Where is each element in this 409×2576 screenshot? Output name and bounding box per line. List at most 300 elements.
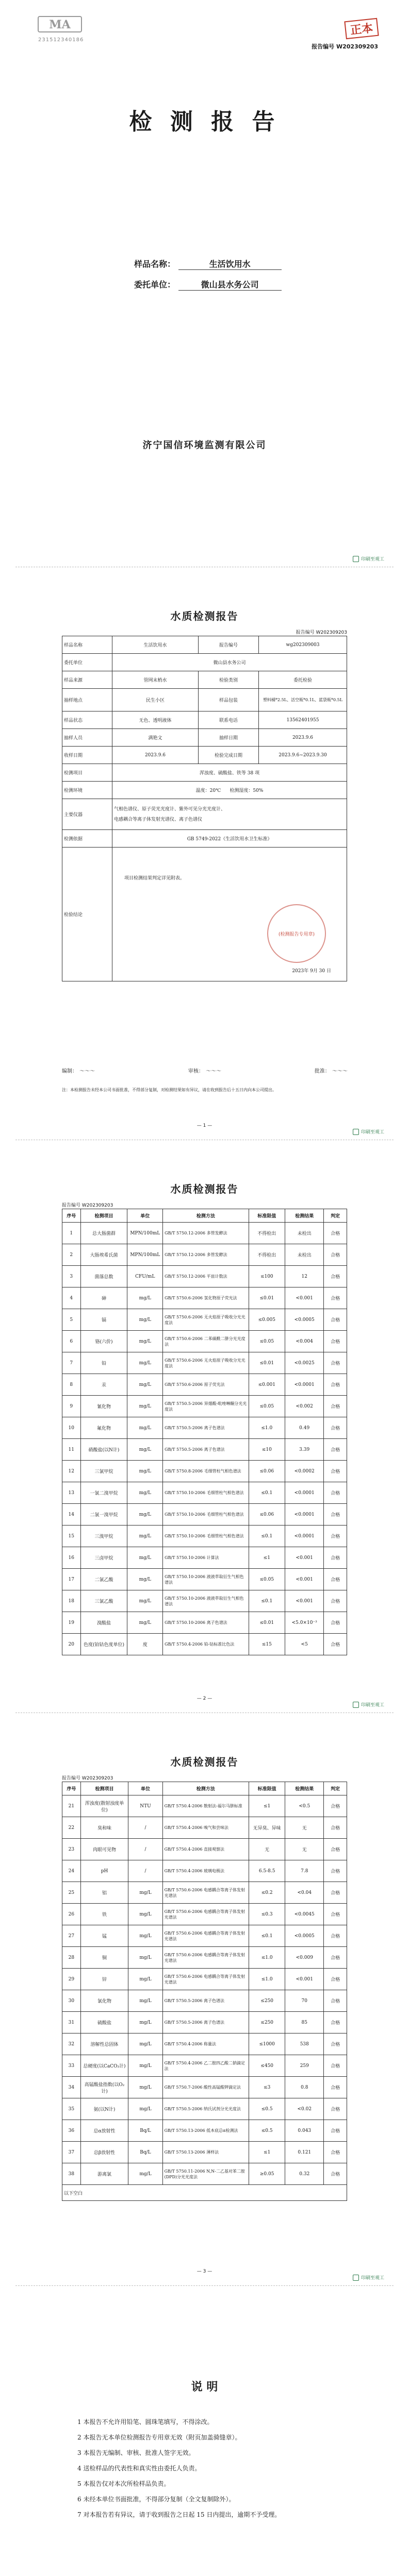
table-cell: 合格 bbox=[324, 1374, 347, 1396]
table-cell: ≤3 bbox=[249, 2077, 285, 2098]
table-cell: 铝 bbox=[80, 1882, 128, 1904]
table-cell: GB/T 5750.10-2006 离子色谱法 bbox=[163, 1612, 249, 1634]
table-cell: 游离氯 bbox=[80, 2163, 128, 2185]
table-cell: 无 bbox=[285, 1817, 324, 1839]
table-cell: 25 bbox=[62, 1882, 81, 1904]
table-cell: MPN/100mL bbox=[127, 1244, 163, 1266]
table-cell: <0.02 bbox=[285, 2098, 324, 2120]
table-row bbox=[62, 1990, 347, 2012]
table-cell: ≤0.01 bbox=[249, 1352, 285, 1374]
table-cell: 合格 bbox=[324, 1287, 347, 1309]
table-cell: 合格 bbox=[324, 1590, 347, 1612]
table-cell: GB/T 5750.6-2006 无火焰原子吸收分光光度法 bbox=[163, 1352, 249, 1374]
table-cell: 二氯乙酸 bbox=[80, 1569, 127, 1590]
table-cell: mg/L bbox=[128, 1947, 162, 1969]
note-item: 5 本报告仅对本次所检样品负责。 bbox=[77, 2480, 170, 2487]
table-cell: 7 bbox=[62, 1352, 81, 1374]
table-cell: GB/T 5750.10-2006 毛细管柱气相色谱法 bbox=[163, 1526, 249, 1547]
table-cell: 合格 bbox=[324, 1482, 347, 1504]
table-cell: / bbox=[128, 1839, 162, 1860]
table-cell: ≤0.2 bbox=[249, 1882, 285, 1904]
table-cell: <0.0045 bbox=[285, 1904, 324, 1925]
table-cell: ≤0.1 bbox=[249, 1482, 285, 1504]
table-cell: 合格 bbox=[324, 1634, 347, 1655]
table-cell: 铁 bbox=[80, 1904, 128, 1925]
table-cell: 259 bbox=[285, 2055, 324, 2077]
table-cell: 合格 bbox=[324, 1526, 347, 1547]
results-page-1 bbox=[0, 1145, 409, 1711]
table-row bbox=[62, 1882, 347, 1904]
table-cell: GB/T 5750.6-2006 电感耦合等离子体发射光谱法 bbox=[162, 1882, 249, 1904]
table-cell: ≤0.01 bbox=[249, 1287, 285, 1309]
table-cell: mg/L bbox=[127, 1331, 163, 1352]
table-cell: ≤0.1 bbox=[249, 1526, 285, 1547]
table-cell: ≤0.001 bbox=[249, 1374, 285, 1396]
table-cell: 3.39 bbox=[285, 1439, 324, 1461]
signature-row: 编制： ～～～ 审核： ～～～ 批准： ～～～ bbox=[62, 1069, 347, 1074]
table-cell: 10 bbox=[62, 1417, 81, 1439]
table-cell: GB/T 5750.4-2006 玻璃电极法 bbox=[162, 1860, 249, 1882]
table-cell: 三溴甲烷 bbox=[80, 1526, 127, 1547]
table-cell: 未检出 bbox=[285, 1244, 324, 1266]
table-cell: 溶解性总固体 bbox=[80, 2033, 128, 2055]
table-cell: 0.043 bbox=[285, 2120, 324, 2142]
table-cell: <0.0001 bbox=[285, 1482, 324, 1504]
table-cell: mg/L bbox=[127, 1569, 163, 1590]
table-row bbox=[62, 1795, 347, 1817]
summary-report-no: 报告编号 W202309203 bbox=[296, 630, 347, 635]
table-cell: 0.121 bbox=[285, 2142, 324, 2163]
table-cell: 不得检出 bbox=[249, 1223, 285, 1244]
table-cell: ≤250 bbox=[249, 1990, 285, 2012]
table-cell: 70 bbox=[285, 1990, 324, 2012]
table-row bbox=[62, 1569, 347, 1590]
page-num: — 1 — bbox=[197, 1123, 212, 1128]
official-copy-stamp: 正本 bbox=[344, 18, 379, 39]
brand-mark: 印刷至观工 bbox=[353, 2274, 384, 2281]
results-table-1 bbox=[62, 1209, 347, 1655]
table-cell: 度 bbox=[127, 1634, 163, 1655]
table-cell: GB/T 5750.6-2006 氢化物原子荧光法 bbox=[163, 1287, 249, 1309]
table-cell: 0.32 bbox=[285, 2163, 324, 2185]
table-cell: GB/T 5750.5-2006 纳氏试剂分光光度法 bbox=[162, 2098, 249, 2120]
table-cell: mg/L bbox=[127, 1482, 163, 1504]
table-cell: GB/T 5750.5-2006 离子色谱法 bbox=[163, 1439, 249, 1461]
table-cell: mg/L bbox=[127, 1287, 163, 1309]
notes-title: 说 明 bbox=[191, 2380, 218, 2394]
table-cell: mg/L bbox=[127, 1547, 163, 1569]
table-cell: ≤0.1 bbox=[249, 1925, 285, 1947]
column-header: 序号 bbox=[62, 1209, 81, 1223]
table-cell: 浑浊度(散射浊度单位) bbox=[80, 1795, 128, 1817]
summary-title: 水质检测报告 bbox=[170, 610, 239, 622]
column-header: 单位 bbox=[127, 1209, 163, 1223]
table-cell: 19 bbox=[62, 1612, 81, 1634]
table-cell: 合格 bbox=[324, 2077, 347, 2098]
table-cell: 合格 bbox=[324, 1331, 347, 1352]
table-cell: 3 bbox=[62, 1266, 81, 1287]
table-cell: 合格 bbox=[324, 1839, 347, 1860]
brand-icon bbox=[353, 1129, 359, 1135]
table-cell: 硫酸盐 bbox=[80, 2012, 128, 2033]
table-cell: 合格 bbox=[324, 1309, 347, 1331]
table-cell: 13 bbox=[62, 1482, 81, 1504]
results-table-2 bbox=[62, 1782, 347, 2201]
table-cell: 氰化物 bbox=[80, 1396, 127, 1417]
table-cell: mg/L bbox=[127, 1374, 163, 1396]
table-cell: 合格 bbox=[324, 1504, 347, 1526]
table-cell: GB/T 5750.12-2006 平皿计数法 bbox=[163, 1266, 249, 1287]
table-cell: GB/T 5750.13-2006 薄样法 bbox=[162, 2142, 249, 2163]
table-cell: <0.004 bbox=[285, 1331, 324, 1352]
table-cell: ≤1000 bbox=[249, 2033, 285, 2055]
table-cell: 29 bbox=[62, 1969, 81, 1990]
table-cell: mg/L bbox=[127, 1526, 163, 1547]
table-cell: ≥0.05 bbox=[249, 2163, 285, 2185]
notes-list bbox=[77, 2414, 346, 2522]
table-cell: GB/T 5750.10-2006 毛细管柱气相色谱法 bbox=[163, 1504, 249, 1526]
table-row bbox=[62, 1244, 347, 1266]
table-cell: ≤0.05 bbox=[249, 1569, 285, 1590]
table-cell: 6.5-8.5 bbox=[249, 1860, 285, 1882]
table-cell: GB/T 5750.6-2006 电感耦合等离子体发射光谱法 bbox=[162, 1904, 249, 1925]
table-cell: GB/T 5750.6-2006 无火焰原子吸收分光光度法 bbox=[163, 1309, 249, 1331]
note-item: 4 送检样品的代表性和真实性由委托人负责。 bbox=[77, 2465, 201, 2472]
table-cell: 23 bbox=[62, 1839, 81, 1860]
table-row bbox=[62, 2033, 347, 2055]
table-cell: ≤10 bbox=[249, 1439, 285, 1461]
table-cell: <0.001 bbox=[285, 1287, 324, 1309]
table-cell: GB/T 5750.13-2006 低本底总α检测法 bbox=[162, 2120, 249, 2142]
cover-page bbox=[0, 0, 409, 567]
cover-issuer: 济宁国信环境监测有限公司 bbox=[142, 440, 267, 451]
table-cell: <0.0025 bbox=[285, 1352, 324, 1374]
sample-name-value: 生活饮用水 bbox=[178, 258, 282, 270]
table-cell: 11 bbox=[62, 1439, 81, 1461]
table-cell: 0.8 bbox=[285, 2077, 324, 2098]
table-cell: 合格 bbox=[324, 1612, 347, 1634]
table-cell: GB/T 5750.10-2006 计算法 bbox=[163, 1547, 249, 1569]
table-cell: 合格 bbox=[324, 1882, 347, 1904]
column-header: 检测结果 bbox=[285, 1782, 324, 1795]
table-cell: mg/L bbox=[127, 1439, 163, 1461]
table-cell: <0.002 bbox=[285, 1396, 324, 1417]
table-cell: 16 bbox=[62, 1547, 81, 1569]
table-cell: mg/L bbox=[128, 2098, 162, 2120]
cma-number: 231512340186 bbox=[38, 37, 84, 43]
table-cell: CFU/mL bbox=[127, 1266, 163, 1287]
table-cell: <0.0001 bbox=[285, 1374, 324, 1396]
table-cell: 36 bbox=[62, 2120, 81, 2142]
table-row bbox=[62, 1947, 347, 1969]
table-cell: <0.009 bbox=[285, 1947, 324, 1969]
table-row bbox=[62, 1634, 347, 1655]
table-cell: 高锰酸盐指数(以O₂计) bbox=[80, 2077, 128, 2098]
table-row bbox=[62, 1331, 347, 1352]
table-cell: 14 bbox=[62, 1504, 81, 1526]
report-seal: (检测报告专用章) bbox=[267, 904, 326, 963]
table-cell: 合格 bbox=[324, 1969, 347, 1990]
table-cell: ≤1 bbox=[249, 1795, 285, 1817]
table-cell: 三氯乙酸 bbox=[80, 1590, 127, 1612]
table-cell: GB/T 5750.8-2006 毛细管柱气相色谱法 bbox=[163, 1461, 249, 1482]
brand-mark: 印刷至观工 bbox=[353, 1128, 384, 1135]
table-cell: GB/T 5750.5-2006 离子色谱法 bbox=[162, 2012, 249, 2033]
table-row bbox=[62, 1223, 347, 1244]
table-cell: GB/T 5750.5-2006 异烟酸-吡唑啉酮分光光度法 bbox=[163, 1396, 249, 1417]
table-row bbox=[62, 1904, 347, 1925]
table-cell: 28 bbox=[62, 1947, 81, 1969]
table-row bbox=[62, 1969, 347, 1990]
table-cell: GB/T 5750.4-2006 散射法-福尔马肼标准 bbox=[162, 1795, 249, 1817]
table-cell: 20 bbox=[62, 1634, 81, 1655]
client-label: 委托单位： bbox=[134, 280, 176, 290]
table-cell: <0.001 bbox=[285, 1969, 324, 1990]
table-cell: 氯化物 bbox=[80, 1990, 128, 2012]
table-cell: 合格 bbox=[324, 1569, 347, 1590]
table-cell: 一氯二溴甲烷 bbox=[80, 1482, 127, 1504]
table-row bbox=[62, 1266, 347, 1287]
table-cell: <0.001 bbox=[285, 1590, 324, 1612]
table-cell: 锰 bbox=[80, 1925, 128, 1947]
table-cell: 合格 bbox=[324, 1547, 347, 1569]
table-cell: 5 bbox=[62, 1309, 81, 1331]
table-cell: <5 bbox=[285, 1634, 324, 1655]
table-row bbox=[62, 1396, 347, 1417]
table-cell: 22 bbox=[62, 1817, 81, 1839]
table-cell: mg/L bbox=[127, 1590, 163, 1612]
note-item: 7 对本报告若有异议，请于收到报告之日起 15 日内提出，逾期不予受理。 bbox=[77, 2511, 281, 2518]
table-cell: 31 bbox=[62, 2012, 81, 2033]
cma-mark-text: MA bbox=[49, 18, 71, 31]
table-cell: / bbox=[128, 1817, 162, 1839]
table-row bbox=[62, 1461, 347, 1482]
column-header: 检测方法 bbox=[162, 1782, 249, 1795]
table-cell: GB/T 5750.6-2006 二苯碳酰二肼分光光度法 bbox=[163, 1331, 249, 1352]
table-cell: GB/T 5750.12-2006 多管发酵法 bbox=[163, 1244, 249, 1266]
table-cell: 4 bbox=[62, 1287, 81, 1309]
table-cell: GB/T 5750.6-2006 电感耦合等离子体发射光谱法 bbox=[162, 1969, 249, 1990]
note-item: 2 本报告无本单位检测报告专用章无效（附页加盖骑缝章）。 bbox=[77, 2434, 241, 2441]
table-cell: ≤0.06 bbox=[249, 1461, 285, 1482]
table-cell: ≤1.0 bbox=[249, 1417, 285, 1439]
table-row bbox=[62, 2077, 347, 2098]
column-header: 检测结果 bbox=[285, 1209, 324, 1223]
table-cell: ≤0.5 bbox=[249, 2098, 285, 2120]
table-cell: ≤1 bbox=[249, 2142, 285, 2163]
table-cell: / bbox=[128, 1860, 162, 1882]
table-cell: 合格 bbox=[324, 1461, 347, 1482]
table-cell: mg/L bbox=[127, 1396, 163, 1417]
brand-icon bbox=[353, 1702, 359, 1708]
table-cell: mg/L bbox=[128, 2055, 162, 2077]
table-row bbox=[62, 2142, 347, 2163]
table-cell: 氨(以N计) bbox=[80, 2098, 128, 2120]
notes-page bbox=[0, 2291, 409, 2576]
table-cell: 24 bbox=[62, 1860, 81, 1882]
results-page-2 bbox=[0, 1718, 409, 2284]
table-cell: <0.0001 bbox=[285, 1526, 324, 1547]
table-cell: mg/L bbox=[128, 2163, 162, 2185]
column-header: 序号 bbox=[62, 1782, 81, 1795]
table-cell: 12 bbox=[62, 1461, 81, 1482]
end-note-row bbox=[62, 2185, 347, 2201]
table-cell: 538 bbox=[285, 2033, 324, 2055]
table-cell: 铜 bbox=[80, 1947, 128, 1969]
table-cell: 合格 bbox=[324, 1990, 347, 2012]
page-num: — 2 — bbox=[197, 1696, 212, 1701]
table-cell: ≤0.1 bbox=[249, 1590, 285, 1612]
table-cell: GB/T 5750.6-2006 电感耦合等离子体发射光谱法 bbox=[162, 1925, 249, 1947]
table-cell: 合格 bbox=[324, 1396, 347, 1417]
brand-icon bbox=[353, 2275, 359, 2281]
table-cell: 总硬度(以CaCO₃计) bbox=[80, 2055, 128, 2077]
table-cell: <0.5 bbox=[285, 1795, 324, 1817]
table-cell: pH bbox=[80, 1860, 128, 1882]
column-header: 判定 bbox=[324, 1782, 347, 1795]
note-item: 1 本报告不允许用铅笔、圆珠笔填写，不得涂改。 bbox=[77, 2418, 214, 2426]
table-cell: 合格 bbox=[324, 1223, 347, 1244]
results1-report-no: 报告编号 W202309203 bbox=[62, 1203, 113, 1208]
table-cell: 三卤甲烷 bbox=[80, 1547, 127, 1569]
table-row bbox=[62, 1526, 347, 1547]
table-row bbox=[62, 2055, 347, 2077]
table-cell: mg/L bbox=[128, 1969, 162, 1990]
brand-mark: 印刷至观工 bbox=[353, 555, 384, 562]
table-cell: ≤1.0 bbox=[249, 1947, 285, 1969]
table-cell: 合格 bbox=[324, 2033, 347, 2055]
table-row bbox=[62, 2163, 347, 2185]
results2-report-no: 报告编号 W202309203 bbox=[62, 1776, 113, 1781]
table-cell: 17 bbox=[62, 1569, 81, 1590]
table-cell: ≤0.3 bbox=[249, 1904, 285, 1925]
table-cell: 合格 bbox=[324, 1266, 347, 1287]
table-cell: Bq/L bbox=[128, 2142, 162, 2163]
table-cell: 合格 bbox=[324, 2055, 347, 2077]
table-cell: mg/L bbox=[127, 1352, 163, 1374]
table-cell: 大肠埃希氏菌 bbox=[80, 1244, 127, 1266]
end-note: 以下空白 bbox=[62, 2185, 347, 2201]
brand-mark: 印刷至观工 bbox=[353, 1701, 384, 1708]
table-cell: 镉 bbox=[80, 1309, 127, 1331]
table-row bbox=[62, 1439, 347, 1461]
table-cell: 8 bbox=[62, 1374, 81, 1396]
table-row bbox=[62, 2120, 347, 2142]
table-cell: ≤250 bbox=[249, 2012, 285, 2033]
table-cell: 合格 bbox=[324, 1860, 347, 1882]
sample-name-label: 样品名称： bbox=[134, 259, 176, 269]
table-cell: 砷 bbox=[80, 1287, 127, 1309]
table-cell: 氟化物 bbox=[80, 1417, 127, 1439]
table-cell: GB/T 5750.4-2006 嗅气和尝味法 bbox=[162, 1817, 249, 1839]
table-cell: 2 bbox=[62, 1244, 81, 1266]
table-cell: GB/T 5750.11-2006 N,N-二乙基对苯二胺(DPD)分光光度法 bbox=[162, 2163, 249, 2185]
column-header: 检测项目 bbox=[80, 1782, 128, 1795]
table-cell: GB/T 5750.6-2006 电感耦合等离子体发射光谱法 bbox=[162, 1947, 249, 1969]
table-cell: 85 bbox=[285, 2012, 324, 2033]
table-cell: mg/L bbox=[127, 1504, 163, 1526]
note-item: 3 本报告无编制、审核、批准人签字无效。 bbox=[77, 2449, 195, 2456]
table-cell: 合格 bbox=[324, 1795, 347, 1817]
table-cell: GB/T 5750.4-2006 称量法 bbox=[162, 2033, 249, 2055]
table-cell: 合格 bbox=[324, 1244, 347, 1266]
page-divider bbox=[15, 2285, 394, 2286]
page-num: — 3 — bbox=[197, 2269, 212, 2274]
table-cell: mg/L bbox=[128, 2033, 162, 2055]
table-cell: 合格 bbox=[324, 2120, 347, 2142]
table-cell: 合格 bbox=[324, 2098, 347, 2120]
table-row bbox=[62, 1482, 347, 1504]
table-cell: 合格 bbox=[324, 1352, 347, 1374]
table-cell: mg/L bbox=[128, 1882, 162, 1904]
table-cell: mg/L bbox=[128, 1925, 162, 1947]
table-cell: 未检出 bbox=[285, 1223, 324, 1244]
table-cell: 34 bbox=[62, 2077, 81, 2098]
cover-sample-row bbox=[134, 258, 294, 270]
table-cell: GB/T 5750.5-2006 离子色谱法 bbox=[163, 1417, 249, 1439]
table-cell: 37 bbox=[62, 2142, 81, 2163]
table-cell: 三氯甲烷 bbox=[80, 1461, 127, 1482]
table-row bbox=[62, 1352, 347, 1374]
summary-table: 样品名称 生活饮用水 报告编号 wg202309003 委托单位 微山县水务公司 样品来源 管网末梢水 检验类别 委托检验 抽样地点 民生小区 样品包装 塑料桶*2.5L、活空瓶*0.1L、蓝袋瓶*0.5L 样品状态 无色、透明液体 联系电话 13562401955 抽样人员 满艳文 抽样日期 2023.9.6 收样日期 2023.9.6 检验完成日期 2023.9.6~2023.9.30 检测项目 浑浊度、硫酸盐、铁等 38 项 检测环境 温度：20℃ 检测湿度：50% 主要仪器 气相色谱仪、原子荧光光度计、紫外可见分光光度计、 电感耦合等离子体发射光谱仪、离子色谱仪 检测依据 GB 5749-2022《生活饮用水卫生标准》 检验结论 项目检测结果判定详见附表。 (检测报告专用章) 2023年 9月 30 日 bbox=[62, 636, 347, 981]
table-cell: 不得检出 bbox=[249, 1244, 285, 1266]
results1-title: 水质检测报告 bbox=[170, 1183, 239, 1195]
table-cell: 12 bbox=[285, 1266, 324, 1287]
table-cell: 二氯一溴甲烷 bbox=[80, 1504, 127, 1526]
table-cell: ≤0.06 bbox=[249, 1504, 285, 1526]
table-cell: ≤15 bbox=[249, 1634, 285, 1655]
table-cell: GB/T 5750.10-2006 液液萃取衍生气相色谱法 bbox=[163, 1569, 249, 1590]
table-row bbox=[62, 1925, 347, 1947]
column-header: 检测方法 bbox=[163, 1209, 249, 1223]
table-cell: mg/L bbox=[127, 1612, 163, 1634]
table-row bbox=[62, 1612, 347, 1634]
table-cell: <0.001 bbox=[285, 1569, 324, 1590]
table-cell: <5.0×10⁻³ bbox=[285, 1612, 324, 1634]
table-cell: GB/T 5750.6-2006 原子荧光法 bbox=[163, 1374, 249, 1396]
table-cell: 合格 bbox=[324, 1439, 347, 1461]
table-cell: 26 bbox=[62, 1904, 81, 1925]
table-cell: 0.49 bbox=[285, 1417, 324, 1439]
table-cell: 合格 bbox=[324, 2142, 347, 2163]
table-cell: ≤0.05 bbox=[249, 1396, 285, 1417]
table-row bbox=[62, 1287, 347, 1309]
table-cell: 锌 bbox=[80, 1969, 128, 1990]
table-cell: 38 bbox=[62, 2163, 81, 2185]
table-cell: Bq/L bbox=[128, 2120, 162, 2142]
table-cell: mg/L bbox=[127, 1417, 163, 1439]
table-cell: <0.04 bbox=[285, 1882, 324, 1904]
summary-page bbox=[0, 572, 409, 1139]
table-row bbox=[62, 1417, 347, 1439]
table-cell: <0.001 bbox=[285, 1547, 324, 1569]
cover-title: 检 测 报 告 bbox=[129, 109, 280, 135]
table-cell: 肉眼可见物 bbox=[80, 1839, 128, 1860]
client-value: 微山县水务公司 bbox=[178, 278, 282, 291]
table-row bbox=[62, 1504, 347, 1526]
table-cell: <0.0005 bbox=[285, 1309, 324, 1331]
table-cell: 合格 bbox=[324, 2012, 347, 2033]
table-cell: 合格 bbox=[324, 1417, 347, 1439]
table-cell: ≤1.0 bbox=[249, 1969, 285, 1990]
table-cell: GB/T 5750.7-2006 酸性高锰酸钾滴定法 bbox=[162, 2077, 249, 2098]
table-cell: 无异臭、异味 bbox=[249, 1817, 285, 1839]
column-header: 标准限值 bbox=[249, 1209, 285, 1223]
results2-title: 水质检测报告 bbox=[170, 1756, 239, 1768]
table-cell: 溴酸盐 bbox=[80, 1612, 127, 1634]
column-header: 单位 bbox=[128, 1782, 162, 1795]
table-cell: 7.8 bbox=[285, 1860, 324, 1882]
